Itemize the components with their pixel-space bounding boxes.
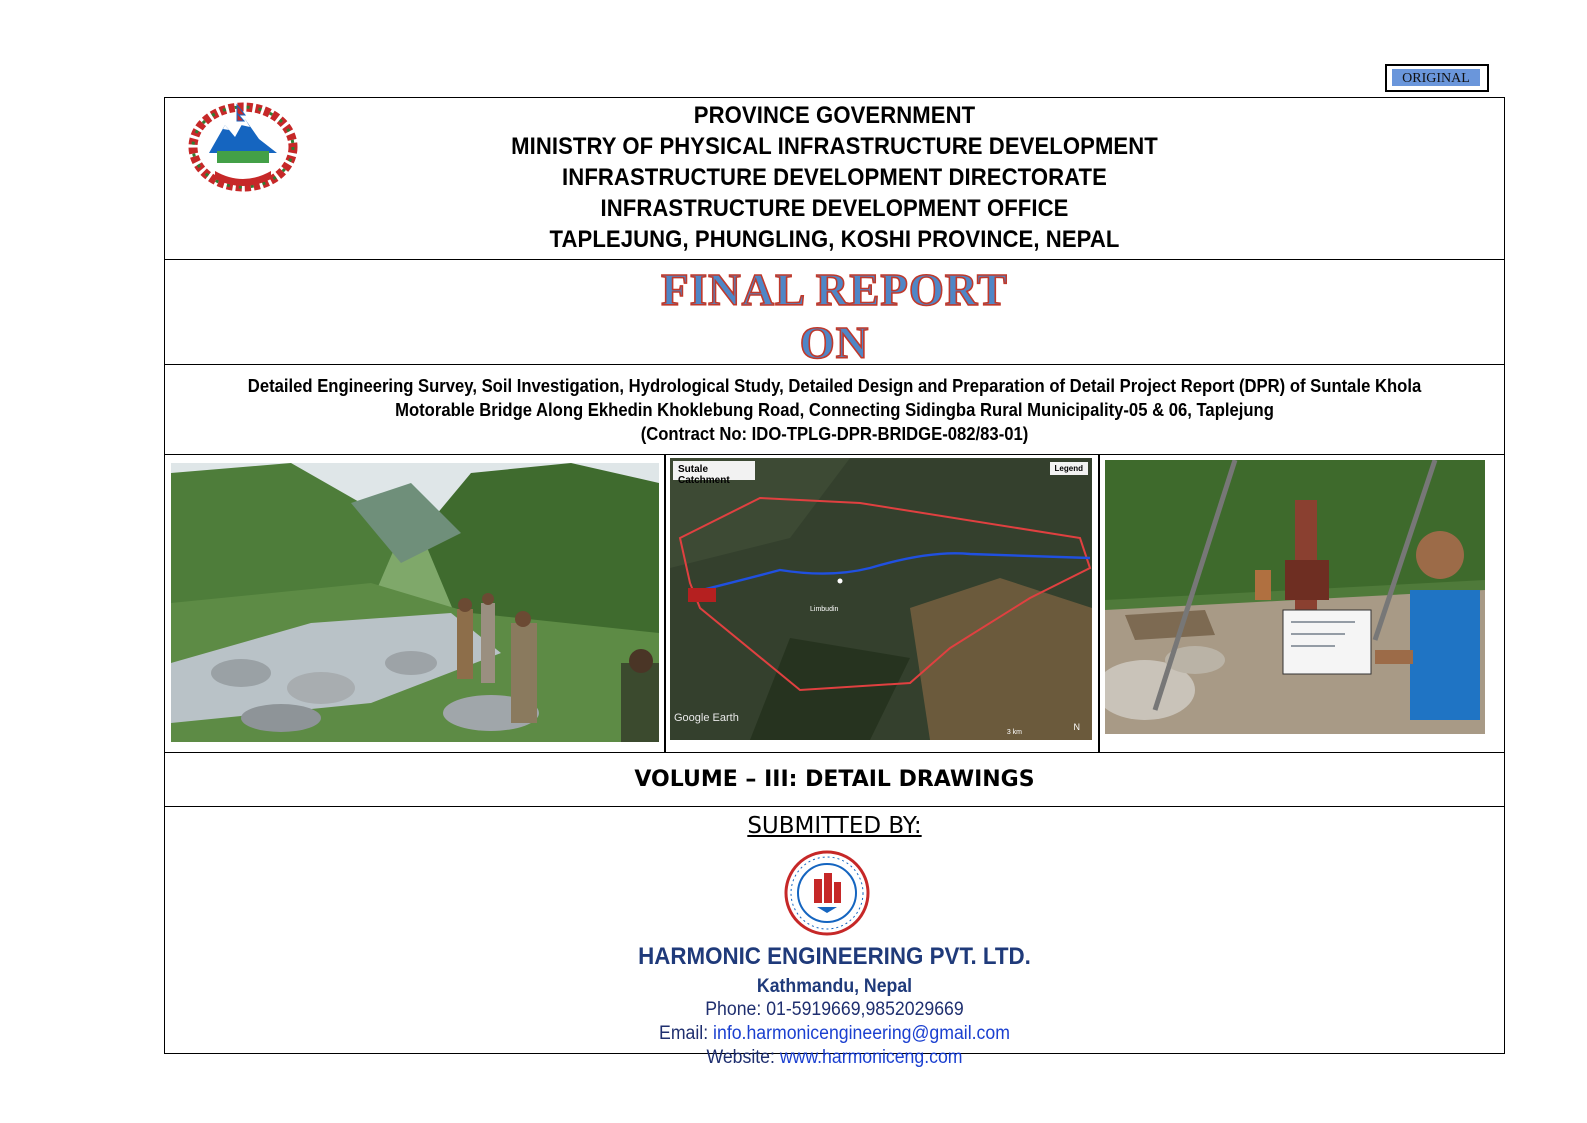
map-title-label: Sutale Catchment: [673, 461, 755, 480]
map-scale-label: 3 km: [1006, 729, 1022, 736]
catchment-map: [670, 458, 1092, 740]
description-line-1: Detailed Engineering Survey, Soil Investigation, Hydrological Study, Detailed Design and Preparation of Detail Project Report (DPR) of Suntale Khola: [247, 375, 1422, 396]
website-line: [212, 1047, 1457, 1069]
phone-number: 01-5919669,9852029669: [766, 999, 964, 1020]
map-legend-label: Legend: [1050, 462, 1088, 475]
header-line-ministry: MINISTRY OF PHYSICAL INFRASTRUCTURE DEVELOPMENT: [511, 133, 1158, 160]
header-line-directorate: INFRASTRUCTURE DEVELOPMENT DIRECTORATE: [562, 164, 1107, 191]
original-stamp: [1385, 64, 1489, 92]
contract-number: (Contract No: IDO-TPLG-DPR-BRIDGE-082/83-01): [640, 423, 1029, 444]
google-earth-label: Google Earth: [674, 712, 739, 724]
phone-line: [212, 999, 1457, 1021]
company-name: HARMONIC ENGINEERING PVT. LTD.: [638, 943, 1031, 970]
website-label: Website:: [706, 1047, 775, 1068]
email-label: Email:: [659, 1023, 709, 1044]
title-on: ON: [799, 318, 870, 368]
description-line-2: Motorable Bridge Along Ekhedin Khoklebung Road, Connecting Sidingba Rural Municipality-05 & 06, Taplejung: [395, 399, 1274, 420]
company-logo-icon: [783, 849, 871, 937]
photo-strip: [165, 455, 1504, 753]
catchment-map-drawing: [670, 458, 1092, 740]
original-stamp-label: ORIGINAL: [1392, 69, 1480, 86]
title-final-report: FINAL REPORT: [661, 265, 1008, 315]
government-title-lines: [219, 100, 1451, 255]
map-place-label: Limbudin: [810, 606, 839, 613]
volume-title: VOLUME – III: DETAIL DRAWINGS: [165, 753, 1504, 807]
project-description: [165, 365, 1504, 455]
phone-label: Phone:: [705, 999, 762, 1020]
header-line-office: INFRASTRUCTURE DEVELOPMENT OFFICE: [600, 195, 1069, 222]
river-site-photo: [171, 463, 659, 742]
header-line-location: TAPLEJUNG, PHUNGLING, KOSHI PROVINCE, NEPAL: [549, 226, 1120, 253]
report-title: [165, 260, 1504, 368]
cover-frame: [164, 97, 1505, 1068]
north-arrow-icon: N: [1073, 722, 1080, 732]
government-header: [165, 98, 1504, 260]
header-line-province: PROVINCE GOVERNMENT: [693, 102, 976, 129]
submitted-by-section: [165, 807, 1504, 1068]
email-line: [212, 1023, 1457, 1045]
website-link[interactable]: www.harmoniceng.com: [779, 1047, 963, 1068]
email-link[interactable]: info.harmonicengineering@gmail.com: [713, 1023, 1010, 1044]
soil-investigation-photo: [1105, 460, 1485, 734]
company-city: Kathmandu, Nepal: [756, 976, 913, 997]
submitted-by-heading: SUBMITTED BY:: [747, 813, 922, 839]
